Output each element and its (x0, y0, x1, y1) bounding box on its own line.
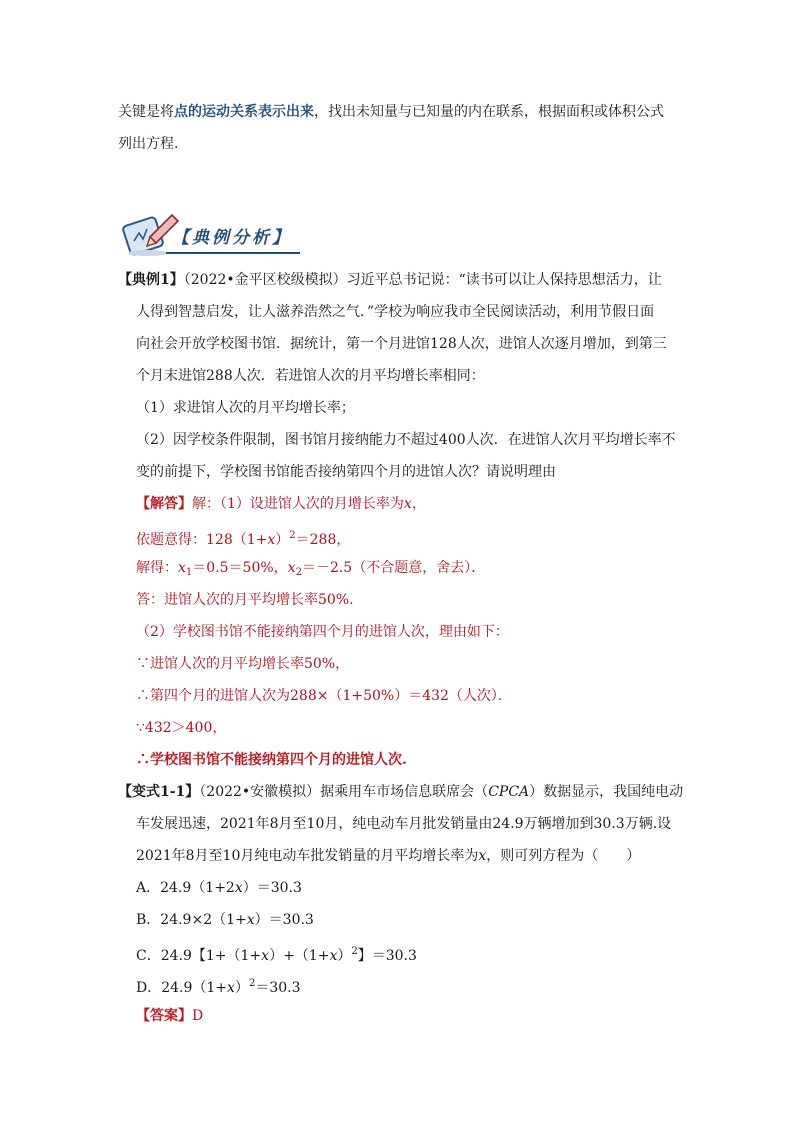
var-x: x (403, 496, 412, 512)
var-x: x (478, 848, 487, 864)
variant-line-3-suffix: ，则可列方程为（ ） (486, 848, 641, 864)
option-d[interactable] (136, 974, 301, 998)
var-x: x (329, 948, 338, 964)
example1-source: （2022•金平区校级模拟）习近平总书记说：“读书可以让人保持思想活力，让 (183, 272, 662, 288)
example1-question-2-line-2: 变的前提下，学校图书馆能否接纳第四个月的进馆人次？请说明理由 (136, 464, 556, 480)
solution1-line-2 (136, 526, 350, 550)
example1-line-1 (118, 270, 662, 290)
solution-step-1-suffix: ， (411, 496, 426, 512)
option-c-suffix: 】＝30.3 (357, 948, 417, 964)
solution1-line-8: ∵432＞400， (136, 720, 227, 736)
option-c-prefix: C．24.9【1+（1+ (136, 948, 262, 964)
variant-line-1-suffix: ）数据显示，我国纯电动 (529, 784, 684, 800)
solution1-line-7: ∴第四个月的进馆人次为288×（1+50%）＝432（人次）． (136, 688, 512, 704)
example1-line-4: 个月末进馆288人次．若进馆人次的月平均增长率相同： (136, 368, 485, 384)
example1-line-2: 人得到智慧启发，让人滋养浩然之气．”学校为响应我市全民阅读活动，利用节假日面 (136, 304, 655, 320)
var-x: x (246, 912, 255, 928)
example1-question-1: （1）求进馆人次的月平均增长率； (136, 400, 355, 416)
equation-power: 2 (289, 530, 296, 541)
equation-tail: ＝288， (295, 532, 351, 548)
solution-tag: 【解答】 (136, 496, 192, 512)
solution1-line-1 (136, 494, 426, 514)
option-b[interactable] (136, 910, 314, 930)
variant-answer (136, 1006, 203, 1026)
option-c-mid: ）+（1+ (269, 948, 330, 964)
variant-source: （2022•安徽模拟）据乘用车市场信息联席会（ (199, 784, 489, 800)
option-d-prefix: D．24.9（1+ (136, 980, 228, 996)
option-d-suffix: ＝30.3 (255, 980, 301, 996)
solution1-line-3 (136, 558, 485, 583)
option-b-prefix: B．24.9×2（1+ (136, 912, 247, 928)
intro-line-2: 列出方程. (118, 136, 179, 152)
option-a-suffix: ）＝30.3 (242, 880, 302, 896)
var-x: x (261, 948, 270, 964)
solution1-conclusion: ∴学校图书馆不能接纳第四个月的进馆人次. (136, 752, 407, 768)
answer-tag: 【答案】 (136, 1008, 192, 1024)
var-x: x (227, 980, 235, 996)
intro-prefix: 关键是将 (118, 104, 174, 120)
solution1-line-6: ∵进馆人次的月平均增长率50%， (136, 656, 350, 672)
intro-highlight: 点的运动关系表示出来 (174, 104, 314, 120)
solution1-line-5: （2）学校图书馆不能接纳第四个月的进馆人次，理由如下： (136, 624, 509, 640)
example1-question-2-line-1: （2）因学校条件限制，图书馆月接纳能力不超过400人次．在进馆人次月平均增长率不 (136, 432, 676, 448)
solve-x2-value: ＝－2.5（不合题意，舍去）． (301, 560, 486, 576)
answer-value: D (192, 1008, 204, 1024)
example1-tag: 【典例1】 (118, 272, 184, 288)
variant-line-3-prefix: 2021年8月至10月纯电动车批发销量的月平均增长率为 (136, 848, 479, 864)
option-b-suffix: ）＝30.3 (254, 912, 314, 928)
option-d-close: ） (234, 980, 249, 996)
section-title: 【典例分析】 (172, 228, 292, 248)
x2-subscript: 2 (295, 567, 302, 578)
intro-suffix: ，找出未知量与已知量的内在联系，根据面积或体积公式 (314, 104, 664, 120)
var-x: x (267, 532, 276, 548)
variant-line-1 (118, 782, 683, 802)
variant-line-3 (136, 846, 640, 866)
x1-subscript: 1 (185, 567, 193, 578)
option-c-close: ） (337, 948, 352, 964)
equation-close: ） (275, 532, 290, 548)
example1-line-3: 向社会开放学校图书馆．据统计，第一个月进馆128人次，进馆人次逐月增加，到第三 (136, 336, 667, 352)
section-underline (166, 252, 300, 254)
solution-step-1: 解：（1）设进馆人次的月增长率为 (192, 496, 404, 512)
option-a[interactable] (136, 878, 302, 898)
solve-x1-value: ＝0.5＝50%， (192, 560, 288, 576)
solution1-line-4: 答：进馆人次的月平均增长率50%． (136, 592, 364, 608)
var-x1: x (178, 560, 186, 576)
option-a-prefix: A．24.9（1+2 (136, 880, 235, 896)
solve-prefix: 解得： (136, 560, 178, 576)
cpca-abbr: CPCA (488, 784, 530, 800)
option-c[interactable] (136, 942, 417, 966)
variant-tag: 【变式1-1】 (118, 784, 200, 800)
variant-line-2: 车发展迅速，2021年8月至10月，纯电动车月批发销量由24.9万辆增加到30.3万辆.设 (136, 816, 672, 832)
option-d-power: 2 (248, 978, 256, 989)
option-c-power: 2 (351, 946, 358, 957)
intro-line-1 (118, 102, 664, 122)
var-x2: x (287, 560, 296, 576)
var-x: x (234, 880, 243, 896)
equation-prefix: 依题意得：128（1+ (136, 532, 268, 548)
section-header (120, 205, 300, 259)
